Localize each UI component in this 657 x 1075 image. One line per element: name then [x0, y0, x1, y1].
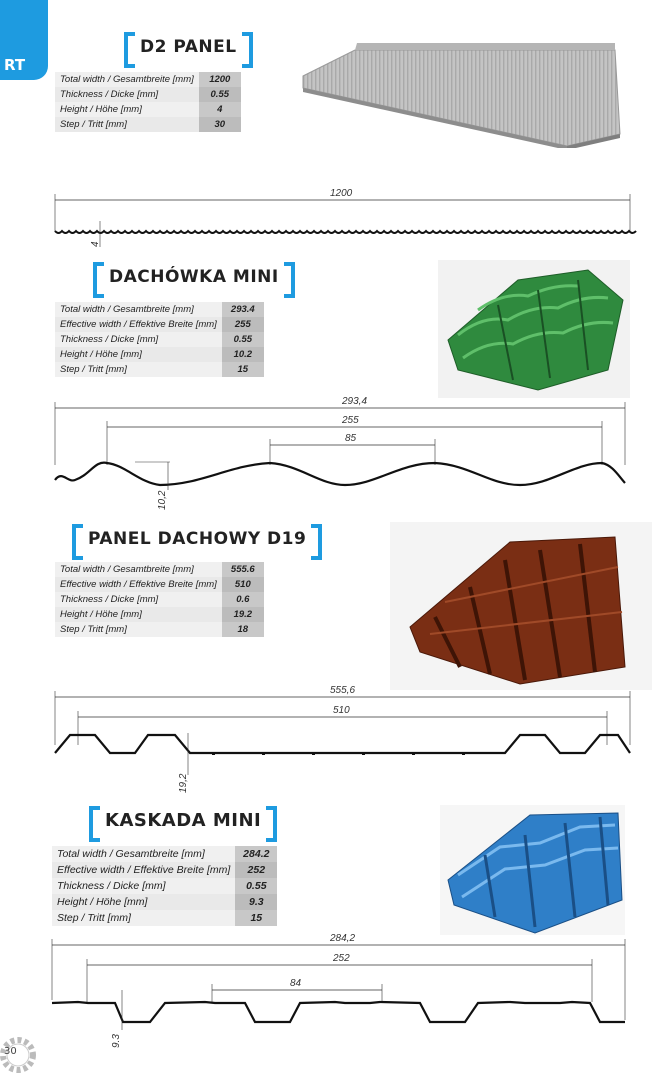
- spec-label: Thickness / Dicke [mm]: [55, 592, 222, 607]
- spec-label: Step / Tritt [mm]: [55, 362, 222, 377]
- spec-value: 284.2: [235, 846, 277, 862]
- spec-value: 4: [199, 102, 241, 117]
- spec-label: Thickness / Dicke [mm]: [52, 878, 235, 894]
- spec-value: 555.6: [222, 562, 264, 577]
- spec-label: Effective width / Effektive Breite [mm]: [55, 577, 222, 592]
- spec-value: 15: [235, 910, 277, 926]
- spec-label: Height / Höhe [mm]: [52, 894, 235, 910]
- profile-line: [55, 231, 636, 233]
- spec-value: 30: [199, 117, 241, 132]
- kaskada-mini-image: [440, 805, 625, 935]
- panel-dachowy-d19-profile-drawing: [0, 685, 657, 795]
- spec-value: 15: [222, 362, 264, 377]
- dimension-label-total: 293,4: [342, 396, 368, 407]
- dimension-label-total: 284,2: [330, 933, 356, 944]
- spec-table-kaskada-mini: [52, 846, 277, 926]
- product-title-kaskada-mini: KASKADA MINI: [93, 806, 273, 836]
- profile-line: [52, 1002, 625, 1022]
- spec-label: Height / Höhe [mm]: [55, 102, 199, 117]
- dimension-label-effective: 252: [333, 953, 350, 964]
- spec-value: 0.55: [222, 332, 264, 347]
- panel-dachowy-d19-image: [390, 522, 652, 690]
- spec-label: Total width / Gesamtbreite [mm]: [55, 562, 222, 577]
- spec-label: Step / Tritt [mm]: [55, 117, 199, 132]
- profile-line: [55, 735, 630, 753]
- spec-value: 293.4: [222, 302, 264, 317]
- spec-label: Total width / Gesamtbreite [mm]: [55, 72, 199, 87]
- product-title-dachowka-mini: DACHÓWKA MINI: [97, 262, 291, 292]
- spec-label: Total width / Gesamtbreite [mm]: [55, 302, 222, 317]
- kaskada-mini-profile-drawing: [0, 930, 657, 1055]
- dimension-label-total: 1200: [330, 188, 353, 199]
- spec-label: Effective width / Effektive Breite [mm]: [55, 317, 222, 332]
- dachowka-mini-image: [438, 260, 630, 398]
- section-tab-label: RT: [4, 56, 26, 74]
- spec-label: Height / Höhe [mm]: [55, 607, 222, 622]
- spec-label: Step / Tritt [mm]: [55, 622, 222, 637]
- spec-value: 9.3: [235, 894, 277, 910]
- spec-label: Step / Tritt [mm]: [52, 910, 235, 926]
- dimension-label-total: 555,6: [330, 685, 356, 696]
- spec-value: 0.55: [235, 878, 277, 894]
- dimension-label-height: 10,2: [157, 490, 168, 510]
- spec-value: 510: [222, 577, 264, 592]
- spec-table-dachowka-mini: [55, 302, 264, 377]
- page-number: 30: [4, 1046, 17, 1057]
- dimension-label-effective: 255: [342, 415, 359, 426]
- dachowka-mini-profile-drawing: [0, 395, 657, 515]
- dimension-label-effective: 510: [333, 705, 350, 716]
- spec-label: Thickness / Dicke [mm]: [55, 87, 199, 102]
- spec-value: 0.55: [199, 87, 241, 102]
- dimension-label-height: 4: [90, 241, 101, 247]
- product-title-d2-panel: D2 PANEL: [128, 32, 249, 62]
- spec-label: Height / Höhe [mm]: [55, 347, 222, 362]
- spec-table-d2-panel: [55, 72, 241, 132]
- spec-label: Total width / Gesamtbreite [mm]: [52, 846, 235, 862]
- spec-table-panel-dachowy-d19: [55, 562, 264, 637]
- profile-line: [55, 463, 625, 485]
- spec-label: Thickness / Dicke [mm]: [55, 332, 222, 347]
- spec-value: 252: [235, 862, 277, 878]
- spec-value: 0.6: [222, 592, 264, 607]
- d2-panel-image: [295, 38, 630, 148]
- spec-value: 18: [222, 622, 264, 637]
- spec-value: 10.2: [222, 347, 264, 362]
- d2-panel-profile-drawing: [0, 185, 657, 255]
- dimension-label-step: 85: [345, 433, 357, 444]
- dimension-label-step: 84: [290, 978, 302, 989]
- spec-value: 19.2: [222, 607, 264, 622]
- product-title-panel-dachowy-d19: PANEL DACHOWY D19: [76, 524, 318, 554]
- dimension-label-height: 9.3: [111, 1034, 122, 1048]
- spec-value: 255: [222, 317, 264, 332]
- spec-value: 1200: [199, 72, 241, 87]
- spec-label: Effective width / Effektive Breite [mm]: [52, 862, 235, 878]
- dimension-label-height: 19,2: [178, 773, 189, 793]
